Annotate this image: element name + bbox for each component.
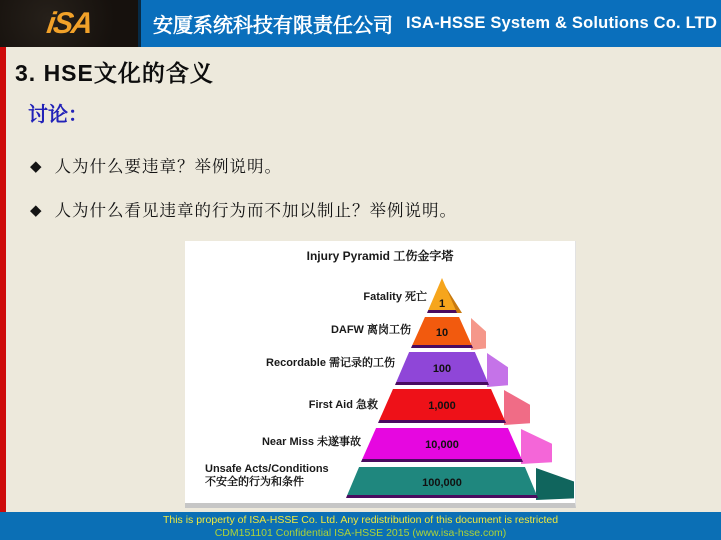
bullet-text: 人为什么要违章？举例说明。 xyxy=(54,157,283,176)
footer-document-id: CDM151101 Confidential ISA-HSSE 2015 (www.isa-hsse.com) xyxy=(214,526,507,539)
pyramid-label-dafw: DAFW 离岗工伤 xyxy=(330,324,411,336)
footer-property-notice: This is property of ISA-HSSE Co. Ltd. Any redistribution of this document is restricted xyxy=(162,513,559,526)
pyramid-label-fatality: Fatality 死亡 xyxy=(363,291,427,303)
footer-bar xyxy=(0,512,721,540)
pyramid-title: Injury Pyramid 工伤金字塔 xyxy=(306,249,454,263)
pyramid-value: 10 xyxy=(435,326,449,339)
left-red-strip xyxy=(0,47,6,512)
bullet-item xyxy=(30,156,282,177)
pyramid-value: 10,000 xyxy=(425,439,459,451)
pyramid-label-first-aid: First Aid 急救 xyxy=(308,399,378,411)
pyramid-value: 100 xyxy=(432,362,452,375)
pyramid-label-unsafe-acts-en: Unsafe Acts/Conditions xyxy=(205,463,329,475)
header-bar xyxy=(138,0,721,47)
company-name-english: ISA-HSSE System & Solutions Co. LTD xyxy=(406,14,718,32)
isa-logo: iSA xyxy=(44,6,94,40)
pyramid-label-near-miss: Near Miss 未遂事故 xyxy=(261,436,361,448)
page-title: 3. HSE文化的含义 xyxy=(15,60,214,86)
pyramid-value: 100,000 xyxy=(422,476,462,489)
pyramid-label-unsafe-acts-cn: 不安全的行为和条件 xyxy=(205,476,304,488)
diamond-bullet-icon: ◆ xyxy=(30,157,42,175)
bullet-item xyxy=(30,200,457,221)
pyramid-value: 1 xyxy=(438,298,446,310)
pyramid-label-recordable: Recordable 需记录的工伤 xyxy=(266,357,395,369)
diamond-bullet-icon: ◆ xyxy=(30,201,42,219)
logo-block xyxy=(0,0,138,47)
bullet-text: 人为什么看见违章的行为而不加以制止？举例说明。 xyxy=(54,201,458,220)
pyramid-label-unsafe-acts xyxy=(205,463,329,489)
company-name-chinese: 安厦系统科技有限责任公司 xyxy=(153,15,393,37)
pyramid-value: 1,000 xyxy=(428,400,456,412)
discussion-label: 讨论： xyxy=(28,102,88,126)
